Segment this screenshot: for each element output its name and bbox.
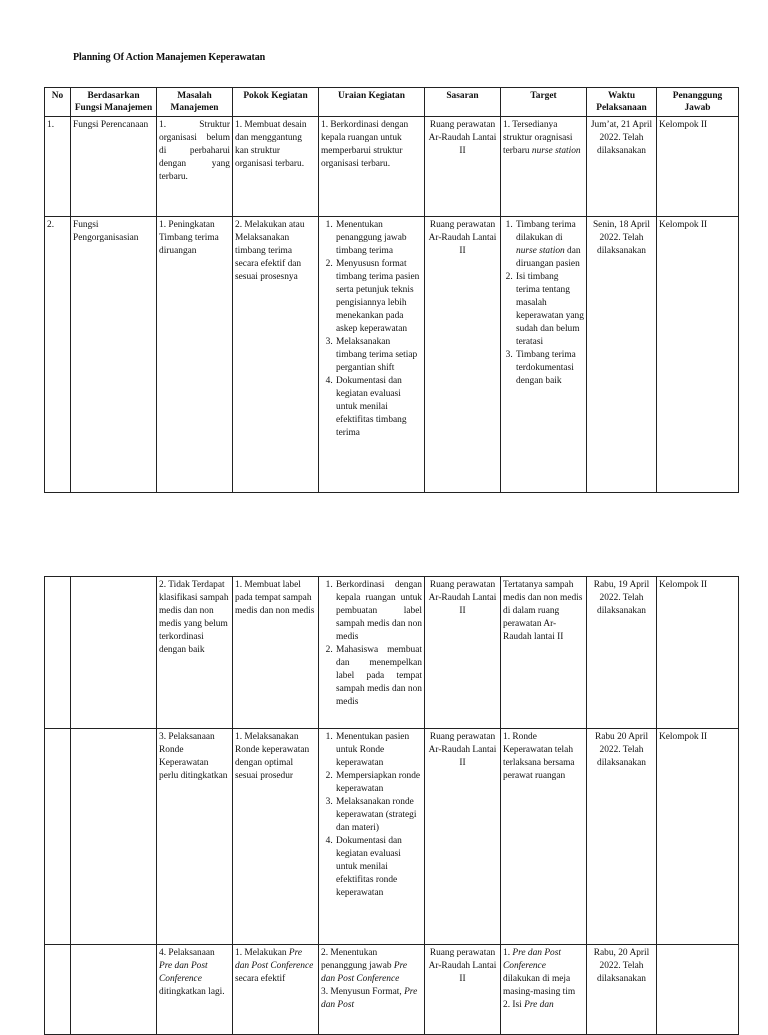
cell-text-italic: Pre dan Post [321, 987, 418, 1010]
list-number: 3. [159, 732, 167, 742]
cell-text: secara efektif [235, 974, 286, 984]
cell-sasaran: Ruang perawatan Ar-Raudah Lantai II [425, 945, 501, 1035]
uraian-list [321, 731, 422, 900]
list-item: 2. Menyususn format timbang terima pasien serta petunjuk teknis pengisiannya lebih menekankan pada askep keperawatan [335, 258, 422, 336]
list-number: 1. [159, 220, 167, 230]
cell-target [501, 729, 587, 945]
list-item: 3. Melaksanakan timbang terima setiap pergantian shift [335, 336, 422, 375]
cell-text: Melakukan [244, 948, 287, 958]
cell-text: Melaksanakan Ronde keperawatan dengan optimal sesuai prosedur [235, 732, 310, 781]
header-fungsi: Berdasarkan Fungsi Manajemen [71, 88, 157, 117]
cell-pokok [233, 217, 319, 493]
list-item: 2. Isi timbang terima tentang masalah keperawatan yang sudah dan belum teratasi [515, 271, 584, 349]
cell-fungsi: Fungsi Pengorganisasian [71, 217, 157, 493]
cell-pj: Kelompok II [657, 117, 739, 217]
list-item: 1. Menentukan pasien untuk Ronde keperawatan [335, 731, 422, 770]
list-number: 1. [321, 120, 329, 130]
list-item: 2. Mahasiswa membuat dan menempelkan label pada tempat sampah medis dan non medis [335, 644, 422, 709]
list-number: 1. [235, 948, 243, 958]
cell-target [501, 945, 587, 1035]
list-number: 3. [321, 987, 329, 997]
planning-table-bottom [44, 576, 739, 1035]
cell-text: Menentukan penanggung jawab [321, 948, 392, 971]
cell-masalah [157, 729, 233, 945]
list-number: 2. [235, 220, 243, 230]
cell-uraian [319, 217, 425, 493]
list-number: 4. [159, 948, 167, 958]
cell-no: 1. [45, 117, 71, 217]
cell-text: Peningkatan Timbang terima diruangan [159, 220, 219, 256]
list-number: 1. [235, 732, 243, 742]
cell-pokok [233, 729, 319, 945]
list-number: 2. [321, 948, 329, 958]
cell-text: Isi [512, 1000, 522, 1010]
list-item: 3. Melaksanakan ronde keperawatan (strategi dan materi) [335, 796, 422, 835]
cell-pokok [233, 117, 319, 217]
header-uraian: Uraian Kegiatan [319, 88, 425, 117]
header-pj: Penanggung Jawab [657, 88, 739, 117]
cell-target [501, 117, 587, 217]
cell-waktu: Rabu, 19 April 2022. Telah dilaksanakan [587, 577, 657, 729]
list-item [321, 986, 422, 1012]
cell-pj [657, 945, 739, 1035]
list-item [503, 947, 584, 999]
cell-masalah [157, 117, 233, 217]
cell-text: Timbang terima dilakukan di [516, 220, 576, 243]
list-number: 1. [503, 948, 511, 958]
cell-no [45, 729, 71, 945]
cell-uraian [319, 729, 425, 945]
table-row [45, 117, 739, 217]
list-item [321, 947, 422, 986]
uraian-list [321, 219, 422, 440]
cell-masalah [157, 945, 233, 1035]
cell-text: ditingkatkan lagi. [159, 987, 225, 997]
cell-target [501, 217, 587, 493]
cell-uraian [319, 945, 425, 1035]
list-number: 1. [235, 580, 243, 590]
cell-masalah [157, 577, 233, 729]
cell-waktu: Rabu 20 April 2022. Telah dilaksanakan [587, 729, 657, 945]
header-masalah: Masalah Manajemen [157, 88, 233, 117]
list-number: 2. [159, 580, 167, 590]
list-item [515, 219, 584, 271]
cell-waktu: Senin, 18 April 2022. Telah dilaksanakan [587, 217, 657, 493]
list-item: 1. Menentukan penanggung jawab timbang terima [335, 219, 422, 258]
list-item: 1. Berkordinasi dengan kepala ruangan untuk pembuatan label sampah medis dan non medis [335, 579, 422, 644]
cell-sasaran: Ruang perawatan Ar-Raudah Lantai II [425, 117, 501, 217]
list-item: 4. Dokumentasi dan kegiatan evaluasi untuk menilai efektifitas ronde keperawatan [335, 835, 422, 900]
cell-text: dilakukan di meja masing-masing tim [503, 974, 576, 997]
header-no: No [45, 88, 71, 117]
cell-pj: Kelompok II [657, 577, 739, 729]
cell-pokok [233, 577, 319, 729]
cell-waktu: Jum’at, 21 April 2022. Telah dilaksanakan [587, 117, 657, 217]
uraian-list [321, 579, 422, 709]
cell-text: Membuat label pada tempat sampah medis dan non medis [235, 580, 315, 616]
cell-fungsi [71, 729, 157, 945]
list-item [503, 999, 584, 1012]
cell-target: Tertatanya sampah medis dan non medis di dalam ruang perawatan Ar-Raudah lantai II [501, 577, 587, 729]
cell-text: Melakukan atau Melaksanakan timbang terima secara efektif dan sesuai prosesnya [235, 220, 305, 282]
cell-text-italic: Pre dan Post Conference [503, 948, 561, 971]
cell-text: Membuat desain dan menggantung kan struktur organisasi terbaru. [235, 120, 307, 169]
planning-table-top [44, 87, 739, 493]
cell-text: Struktur organisasi belum di perbaharui dengan yang terbaru. [159, 120, 230, 182]
table-row [45, 577, 739, 729]
header-sasaran: Sasaran [425, 88, 501, 117]
cell-waktu: Rabu, 20 April 2022. Telah dilaksanakan [587, 945, 657, 1035]
list-number: 1. [503, 732, 511, 742]
cell-sasaran: Ruang perawatan Ar-Raudah Lantai II [425, 217, 501, 493]
list-number: 1. [159, 120, 167, 130]
cell-text: Menyusun Format, [330, 987, 402, 997]
cell-text: Berkordinasi dengan kepala ruangan untuk memperbarui struktur organisasi terbaru. [321, 120, 409, 169]
list-item: 4. Dokumentasi dan kegiatan evaluasi untuk menilai efektifitas timbang terima [335, 375, 422, 440]
table-header-row [45, 88, 739, 117]
cell-uraian [319, 577, 425, 729]
cell-text: Pelaksanaan Ronde Keperawatan perlu ditingkatkan [159, 732, 228, 781]
cell-text-italic: Pre dan [524, 1000, 554, 1010]
header-pokok: Pokok Kegiatan [233, 88, 319, 117]
cell-fungsi: Fungsi Perencanaan [71, 117, 157, 217]
cell-text: Pelaksanaan [168, 948, 215, 958]
cell-uraian [319, 117, 425, 217]
list-number: 1. [235, 120, 243, 130]
cell-fungsi [71, 945, 157, 1035]
header-target: Target [501, 88, 587, 117]
cell-text: dan diruangan pasien [516, 246, 581, 269]
document-title: Planning Of Action Manajemen Keperawatan [73, 52, 266, 63]
cell-pj: Kelompok II [657, 729, 739, 945]
cell-sasaran: Ruang perawatan Ar-Raudah Lantai II [425, 577, 501, 729]
cell-fungsi [71, 577, 157, 729]
cell-text-italic: nurse station [516, 246, 565, 256]
cell-no [45, 577, 71, 729]
cell-text-italic: nurse station [531, 146, 581, 156]
header-waktu: Waktu Pelaksanaan [587, 88, 657, 117]
list-number: 2. [503, 1000, 511, 1010]
table-row [45, 217, 739, 493]
cell-text-italic: Pre dan Post Conference [159, 961, 208, 984]
target-list [503, 219, 584, 388]
cell-text-italic: Pre dan Post Conference [235, 948, 314, 971]
cell-pj: Kelompok II [657, 217, 739, 493]
cell-text-italic: Pre dan Post Conference [321, 961, 408, 984]
table-row [45, 945, 739, 1035]
cell-pokok [233, 945, 319, 1035]
table-row [45, 729, 739, 945]
cell-text: Ronde Keperawatan telah terlaksana bersama perawat ruangan [503, 732, 575, 781]
list-number: 1. [503, 120, 511, 130]
cell-text: Tersedianya struktur oragnisasi terbaru [503, 120, 573, 156]
cell-no: 2. [45, 217, 71, 493]
cell-sasaran: Ruang perawatan Ar-Raudah Lantai II [425, 729, 501, 945]
list-item: 3. Timbang terima terdokumentasi dengan baik [515, 349, 584, 388]
cell-no [45, 945, 71, 1035]
list-item: 2. Mempersiapkan ronde keperawatan [335, 770, 422, 796]
cell-masalah [157, 217, 233, 493]
cell-text: Tidak Terdapat klasifikasi sampah medis dan non medis yang belum terkordinasi dengan baik [159, 580, 229, 655]
